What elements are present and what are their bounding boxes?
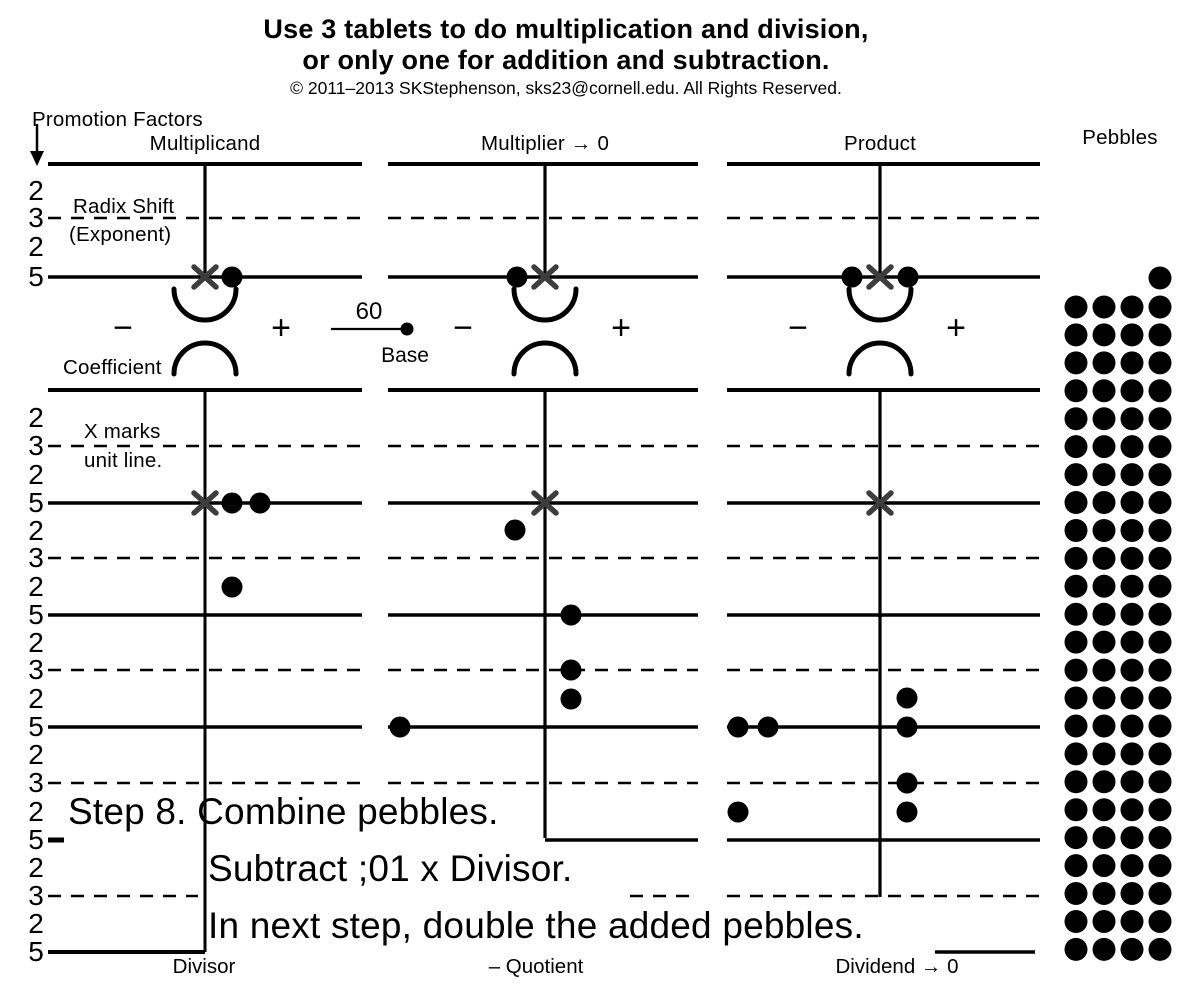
pile-pebble	[1065, 714, 1088, 737]
pile-pebble	[1093, 491, 1116, 514]
promotion-factors-label: Promotion Factors	[32, 108, 203, 131]
pile-pebble	[1149, 296, 1172, 319]
coefficient-label: Coefficient	[63, 356, 162, 379]
pile-pebble	[1093, 742, 1116, 765]
plus-sign: +	[946, 309, 966, 347]
pile-pebble	[1065, 407, 1088, 430]
tablet-title: Multiplicand	[149, 132, 261, 155]
promotion-factor-value: 2	[28, 908, 44, 939]
pile-pebble	[1093, 547, 1116, 570]
pile-pebble	[1093, 938, 1116, 961]
pile-pebble	[1121, 463, 1144, 486]
pile-pebble	[1065, 826, 1088, 849]
pile-pebble	[1065, 323, 1088, 346]
pile-pebble	[1149, 463, 1172, 486]
pile-pebble	[1065, 659, 1088, 682]
pile-pebble	[1093, 687, 1116, 710]
pile-pebble	[1121, 910, 1144, 933]
pile-pebble	[1065, 910, 1088, 933]
gate-arc-lower	[174, 289, 236, 320]
pebble-dot	[507, 267, 528, 288]
down-arrow-icon	[30, 151, 44, 166]
pebble-dot	[222, 267, 243, 288]
pile-pebble	[1121, 687, 1144, 710]
pile-pebble	[1121, 714, 1144, 737]
pile-pebble	[1065, 742, 1088, 765]
pile-pebble	[1149, 351, 1172, 374]
pile-pebble	[1093, 323, 1116, 346]
pile-pebble	[1121, 519, 1144, 542]
pile-pebble	[1149, 547, 1172, 570]
pile-pebble	[1121, 882, 1144, 905]
pile-pebble	[1121, 379, 1144, 402]
pile-pebble	[1065, 547, 1088, 570]
pile-pebble	[1121, 826, 1144, 849]
pile-pebble	[1149, 714, 1172, 737]
promotion-factor-value: 3	[28, 202, 44, 233]
pile-pebble	[1065, 575, 1088, 598]
pebble-dot	[728, 717, 749, 738]
pile-pebble	[1093, 435, 1116, 458]
pebbles-column-label: Pebbles	[1082, 126, 1158, 149]
pile-pebble	[1093, 351, 1116, 374]
gate-arc-upper	[849, 343, 911, 374]
promotion-factor-value: 2	[28, 175, 44, 206]
promotion-factor-value: 3	[28, 430, 44, 461]
pile-pebble	[1093, 519, 1116, 542]
pile-pebble	[1065, 463, 1088, 486]
pile-pebble	[1093, 603, 1116, 626]
pile-pebble	[1093, 826, 1116, 849]
pile-pebble	[1093, 714, 1116, 737]
promotion-factor-value: 2	[28, 739, 44, 770]
pebble-dot	[758, 717, 779, 738]
promotion-factor-value: 2	[28, 683, 44, 714]
minus-sign: −	[788, 309, 808, 347]
pile-pebble	[1065, 351, 1088, 374]
pile-pebble	[1093, 296, 1116, 319]
pebble-dot	[842, 267, 863, 288]
pile-pebble	[1149, 491, 1172, 514]
pile-pebble	[1149, 323, 1172, 346]
pile-pebble	[1121, 603, 1144, 626]
x-marks-label: X marks	[84, 420, 161, 443]
pile-pebble	[1121, 631, 1144, 654]
pebble-dot	[561, 689, 582, 710]
pile-pebble	[1093, 910, 1116, 933]
title-line-2: or only one for addition and subtraction.	[302, 45, 830, 75]
title-line-1: Use 3 tablets to do multiplication and division,	[263, 14, 869, 44]
pile-pebble	[1149, 938, 1172, 961]
tablet-bottom-label: Dividend → 0	[835, 955, 959, 978]
step-note-3: In next step, double the added pebbles.	[208, 905, 864, 946]
pile-pebble	[1121, 770, 1144, 793]
pile-pebble	[1065, 296, 1088, 319]
pile-pebble	[1149, 379, 1172, 402]
pile-pebble	[1149, 435, 1172, 458]
promotion-factor-value: 5	[28, 824, 44, 855]
pebble-dot	[897, 773, 918, 794]
gate-arc-lower	[514, 289, 576, 320]
plus-sign: +	[271, 309, 291, 347]
minus-sign: −	[453, 309, 473, 347]
promotion-factor-value: 3	[28, 542, 44, 573]
pile-pebble	[1065, 603, 1088, 626]
promotion-factor-value: 2	[28, 796, 44, 827]
pile-pebble	[1065, 435, 1088, 458]
base-value: 60	[355, 298, 383, 325]
pile-pebble	[1065, 882, 1088, 905]
pile-pebble	[1149, 854, 1172, 877]
pile-pebble	[1121, 659, 1144, 682]
pile-pebble	[1065, 519, 1088, 542]
pile-pebble	[1121, 491, 1144, 514]
pile-pebble	[1149, 603, 1172, 626]
tablet-title: Multiplier → 0	[480, 132, 610, 155]
pile-pebble	[1149, 631, 1172, 654]
pile-pebble	[1093, 798, 1116, 821]
pile-pebble	[1121, 547, 1144, 570]
pile-pebble	[1149, 826, 1172, 849]
promotion-factor-value: 2	[28, 852, 44, 883]
gate-arc-lower	[849, 289, 911, 320]
pile-pebble	[1093, 659, 1116, 682]
radix-shift-label: Radix Shift	[73, 195, 175, 218]
plus-sign: +	[611, 309, 631, 347]
pile-pebble	[1093, 463, 1116, 486]
pile-pebble	[1121, 351, 1144, 374]
tablet-bottom-label: – Quotient	[488, 955, 584, 978]
pile-pebble	[1093, 575, 1116, 598]
pebble-dot	[897, 717, 918, 738]
pile-pebble	[1149, 519, 1172, 542]
copyright-line: © 2011–2013 SKStephenson, sks23@cornell.edu. All Rights Reserved.	[290, 78, 842, 98]
pile-pebble	[1149, 687, 1172, 710]
pile-pebble	[1121, 323, 1144, 346]
pebble-dot	[222, 577, 243, 598]
pebble-dot	[728, 802, 749, 823]
pebble-dot	[898, 267, 919, 288]
pile-pebble	[1065, 770, 1088, 793]
pile-pebble	[1093, 854, 1116, 877]
pile-pebble	[1065, 687, 1088, 710]
pile-pebble	[1065, 631, 1088, 654]
pile-pebble	[1121, 435, 1144, 458]
tablet-bottom-label: Divisor	[172, 955, 236, 978]
pile-pebble	[1093, 407, 1116, 430]
pile-pebble	[1149, 407, 1172, 430]
pile-pebble	[1121, 798, 1144, 821]
promotion-factor-value: 5	[28, 261, 44, 292]
pile-pebble	[1093, 770, 1116, 793]
base-label: Base	[381, 344, 429, 367]
step-note-1: Step 8. Combine pebbles.	[68, 791, 499, 832]
pile-pebble	[1065, 491, 1088, 514]
promotion-factor-value: 3	[28, 880, 44, 911]
pile-pebble	[1065, 798, 1088, 821]
exponent-label: (Exponent)	[69, 223, 172, 246]
pile-pebble	[1093, 379, 1116, 402]
minus-sign: −	[113, 309, 133, 347]
pile-pebble	[1093, 631, 1116, 654]
pile-pebble	[1065, 379, 1088, 402]
pile-pebble	[1149, 770, 1172, 793]
promotion-factor-value: 2	[28, 571, 44, 602]
pile-pebble	[1121, 575, 1144, 598]
unit-line-label: unit line.	[84, 449, 163, 472]
pile-pebble	[1149, 575, 1172, 598]
pile-pebble	[1121, 938, 1144, 961]
pebble-dot	[250, 493, 271, 514]
promotion-factor-value: 2	[28, 231, 44, 262]
pebble-dot	[390, 717, 411, 738]
promotion-factor-value: 5	[28, 599, 44, 630]
pebble-dot	[897, 688, 918, 709]
gate-arc-upper	[514, 343, 576, 374]
pebble-dot	[561, 605, 582, 626]
pile-pebble	[1065, 854, 1088, 877]
pile-pebble	[1121, 296, 1144, 319]
pile-pebble	[1149, 882, 1172, 905]
pebble-dot	[222, 493, 243, 514]
promotion-factor-value: 5	[28, 711, 44, 742]
promotion-factor-value: 5	[28, 487, 44, 518]
pile-pebble	[1149, 798, 1172, 821]
promotion-factor-value: 2	[28, 515, 44, 546]
pile-pebble	[1121, 854, 1144, 877]
gate-arc-upper	[174, 343, 236, 374]
promotion-factor-value: 5	[28, 936, 44, 967]
pile-pebble	[1121, 742, 1144, 765]
promotion-factor-value: 2	[28, 402, 44, 433]
pile-pebble	[1093, 882, 1116, 905]
pile-pebble	[1149, 910, 1172, 933]
step-note-2: Subtract ;01 x Divisor.	[208, 848, 573, 889]
pile-pebble	[1149, 659, 1172, 682]
promotion-factor-value: 2	[28, 627, 44, 658]
pile-pebble	[1121, 407, 1144, 430]
pebble-dot	[897, 802, 918, 823]
pebble-dot	[505, 520, 526, 541]
pile-pebble	[1149, 267, 1172, 290]
tablet-title: Product	[843, 132, 917, 155]
promotion-factor-value: 2	[28, 459, 44, 490]
promotion-factor-value: 3	[28, 767, 44, 798]
pebble-dot	[561, 660, 582, 681]
pile-pebble	[1149, 742, 1172, 765]
pile-pebble	[1065, 938, 1088, 961]
promotion-factor-value: 3	[28, 654, 44, 685]
